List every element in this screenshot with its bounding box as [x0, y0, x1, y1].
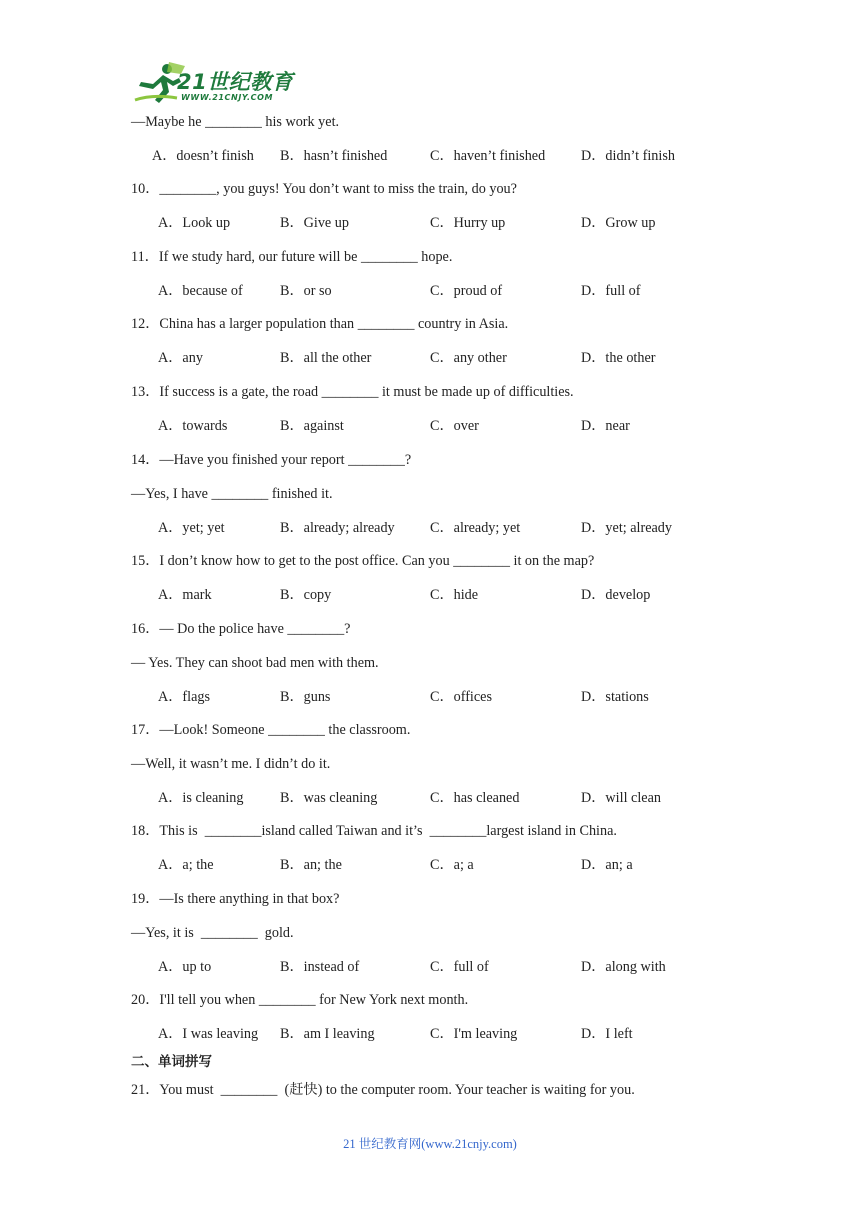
option-c[interactable]: C．hide	[430, 587, 479, 603]
option-d[interactable]: D．yet; already	[581, 520, 672, 536]
option-d[interactable]: D．will clean	[581, 790, 661, 806]
logo-text: 21世纪教育	[177, 70, 294, 94]
option-c[interactable]: C．over	[430, 418, 479, 434]
option-c[interactable]: C．already; yet	[430, 520, 521, 536]
section-title: 二、单词拼写	[131, 1054, 212, 1070]
option-a[interactable]: A．flags	[158, 689, 211, 705]
option-a[interactable]: A．I was leaving	[158, 1026, 259, 1042]
question-text: 16．— Do the police have ________?	[131, 621, 351, 637]
option-b[interactable]: B．copy	[280, 587, 332, 603]
option-a[interactable]: A．yet; yet	[158, 520, 225, 536]
question-subline: —Well, it wasn’t me. I didn’t do it.	[131, 756, 331, 772]
option-a[interactable]: A．doesn’t finish	[152, 148, 254, 164]
option-b[interactable]: B．guns	[280, 689, 331, 705]
option-b[interactable]: B．Give up	[280, 215, 349, 231]
option-c[interactable]: C．a; a	[430, 857, 474, 873]
option-b[interactable]: B．an; the	[280, 857, 342, 873]
option-b[interactable]: B．against	[280, 418, 344, 434]
option-c[interactable]: C．any other	[430, 350, 507, 366]
option-b[interactable]: B．all the other	[280, 350, 372, 366]
question-text: 17．—Look! Someone ________ the classroom.	[131, 722, 411, 738]
option-a[interactable]: A．mark	[158, 587, 212, 603]
option-a[interactable]: A．is cleaning	[158, 790, 244, 806]
question-text: 14．—Have you finished your report ________?	[131, 452, 412, 468]
option-b[interactable]: B．already; already	[280, 520, 395, 536]
option-a[interactable]: A．any	[158, 350, 203, 366]
option-c[interactable]: C．haven’t finished	[430, 148, 546, 164]
option-b[interactable]: B．instead of	[280, 959, 360, 975]
option-c[interactable]: C．I'm leaving	[430, 1026, 518, 1042]
option-c[interactable]: C．offices	[430, 689, 492, 705]
option-d[interactable]: D．near	[581, 418, 630, 434]
question-text: 13．If success is a gate, the road ________ it must be made up of difficulties.	[131, 384, 574, 400]
question-text: 12．China has a larger population than ________ country in Asia.	[131, 316, 509, 332]
logo	[133, 60, 303, 106]
option-a[interactable]: A．towards	[158, 418, 228, 434]
option-d[interactable]: D．didn’t finish	[581, 148, 675, 164]
option-a[interactable]: A．Look up	[158, 215, 231, 231]
question-text: —Maybe he ________ his work yet.	[131, 114, 340, 130]
question-subline: — Yes. They can shoot bad men with them.	[131, 655, 379, 671]
question-text: 10．________, you guys! You don’t want to miss the train, do you?	[131, 181, 517, 197]
option-d[interactable]: D．full of	[581, 283, 641, 299]
option-d[interactable]: D．I left	[581, 1026, 633, 1042]
option-c[interactable]: C．Hurry up	[430, 215, 506, 231]
option-b[interactable]: B．or so	[280, 283, 332, 299]
option-b[interactable]: B．hasn’t finished	[280, 148, 388, 164]
option-c[interactable]: C．has cleaned	[430, 790, 520, 806]
option-d[interactable]: D．Grow up	[581, 215, 656, 231]
question-text: 18．This is ________island called Taiwan and it’s ________largest island in China.	[131, 823, 617, 839]
option-a[interactable]: A．because of	[158, 283, 243, 299]
question-subline: —Yes, it is ________ gold.	[131, 925, 294, 941]
option-a[interactable]: A．up to	[158, 959, 212, 975]
option-b[interactable]: B．am I leaving	[280, 1026, 375, 1042]
option-c[interactable]: C．full of	[430, 959, 489, 975]
option-d[interactable]: D．the other	[581, 350, 656, 366]
option-d[interactable]: D．an; a	[581, 857, 633, 873]
question-text: 15．I don’t know how to get to the post office. Can you ________ it on the map?	[131, 553, 595, 569]
footer-link[interactable]: 21 世纪教育网(www.21cnjy.com)	[343, 1137, 517, 1151]
logo-url: WWW.21CNJY.COM	[181, 93, 274, 102]
option-d[interactable]: D．stations	[581, 689, 649, 705]
question-21: 21．You must ________ (赶快) to the computer room. Your teacher is waiting for you.	[131, 1082, 635, 1098]
question-text: 20．I'll tell you when ________ for New York next month.	[131, 992, 469, 1008]
option-b[interactable]: B．was cleaning	[280, 790, 378, 806]
question-text: 19．—Is there anything in that box?	[131, 891, 340, 907]
question-subline: —Yes, I have ________ finished it.	[131, 486, 333, 502]
question-text: 11．If we study hard, our future will be ________ hope.	[131, 249, 453, 265]
option-d[interactable]: D．along with	[581, 959, 666, 975]
option-d[interactable]: D．develop	[581, 587, 651, 603]
option-a[interactable]: A．a; the	[158, 857, 214, 873]
option-c[interactable]: C．proud of	[430, 283, 503, 299]
